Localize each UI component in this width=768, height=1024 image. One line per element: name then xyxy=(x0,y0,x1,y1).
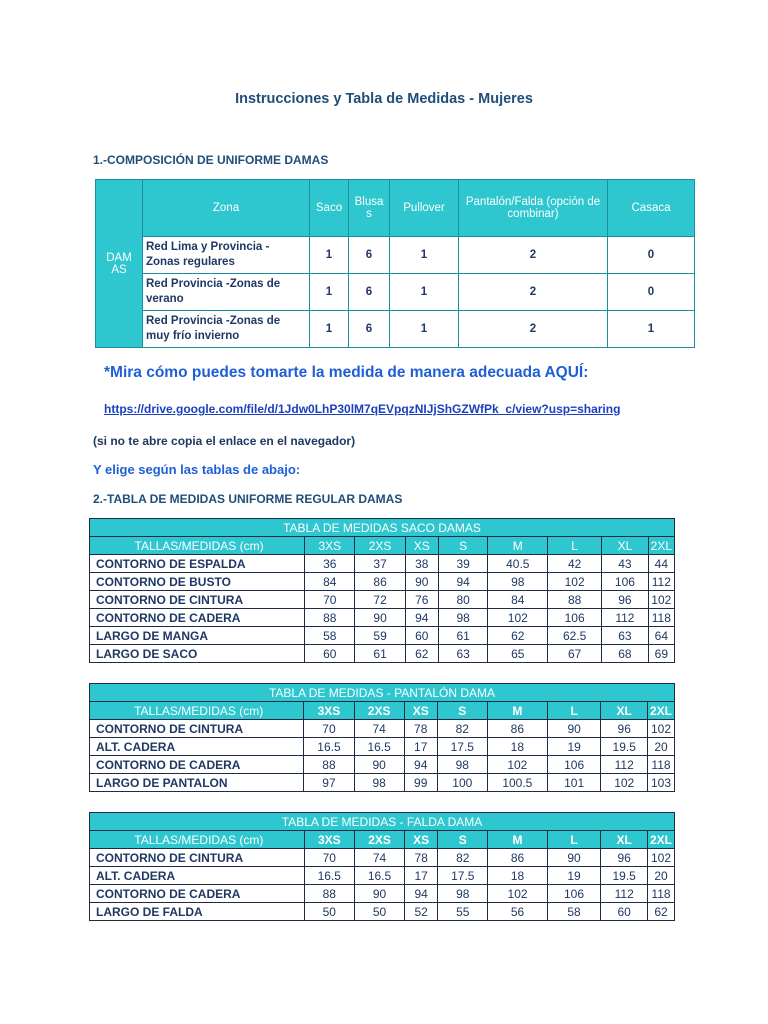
value-cell: 37 xyxy=(355,555,405,573)
value-cell: 86 xyxy=(488,849,547,867)
value-cell: 19 xyxy=(547,867,601,885)
composition-header-row xyxy=(96,180,695,237)
composition-row xyxy=(96,274,695,311)
row-label: CONTORNO DE CINTURA xyxy=(90,720,304,738)
value-cell: 90 xyxy=(354,885,404,903)
column-header: 2XL xyxy=(648,537,674,555)
value-cell: 90 xyxy=(547,720,601,738)
header-blusas: Blusa s xyxy=(349,180,390,237)
page-title: Instrucciones y Tabla de Medidas - Mujeres xyxy=(235,91,533,107)
table-row xyxy=(90,627,675,645)
column-header: TALLAS/MEDIDAS (cm) xyxy=(90,537,305,555)
row-label: CONTORNO DE CINTURA xyxy=(90,849,305,867)
measure-instructions-text: *Mira cómo puedes tomarte la medida de manera adecuada AQUÍ: xyxy=(104,364,589,381)
table-caption: TABLA DE MEDIDAS SACO DAMAS xyxy=(90,519,675,537)
value-cell: 1 xyxy=(390,237,459,274)
value-cell: 62 xyxy=(647,903,674,921)
column-header: L xyxy=(548,537,602,555)
value-cell: 62 xyxy=(405,645,438,663)
value-cell: 17.5 xyxy=(438,867,488,885)
column-header: M xyxy=(488,831,547,849)
value-cell: 61 xyxy=(438,627,488,645)
value-cell: 63 xyxy=(438,645,488,663)
header-pullover: Pullover xyxy=(390,180,459,237)
value-cell: 90 xyxy=(405,573,438,591)
column-header: L xyxy=(547,831,601,849)
value-cell: 6 xyxy=(349,237,390,274)
column-header: 3XS xyxy=(305,537,355,555)
column-header: TALLAS/MEDIDAS (cm) xyxy=(90,831,305,849)
drive-link[interactable]: https://drive.google.com/file/d/1Jdw0LhP30lM7qEVpqzNIJjShGZWfPk_c/view?usp=sharing xyxy=(104,402,621,416)
value-cell: 17.5 xyxy=(437,738,487,756)
value-cell: 50 xyxy=(354,903,404,921)
choose-tables-text: Y elige según las tablas de abajo: xyxy=(93,462,301,477)
table-row xyxy=(90,591,675,609)
measure-table-falda xyxy=(89,812,675,921)
value-cell: 86 xyxy=(487,720,547,738)
value-cell: 102 xyxy=(647,849,674,867)
value-cell: 16.5 xyxy=(304,738,354,756)
value-cell: 19 xyxy=(547,738,601,756)
value-cell: 78 xyxy=(405,849,438,867)
value-cell: 90 xyxy=(354,756,404,774)
value-cell: 43 xyxy=(602,555,648,573)
value-cell: 98 xyxy=(437,756,487,774)
group-label-cell: DAM AS xyxy=(96,180,143,348)
value-cell: 94 xyxy=(404,756,437,774)
column-header: S xyxy=(437,702,487,720)
value-cell: 18 xyxy=(487,738,547,756)
table-caption: TABLA DE MEDIDAS - PANTALÓN DAMA xyxy=(90,684,675,702)
value-cell: 118 xyxy=(647,756,674,774)
value-cell: 102 xyxy=(648,591,674,609)
row-label: CONTORNO DE ESPALDA xyxy=(90,555,305,573)
composition-row xyxy=(96,311,695,348)
table-caption: TABLA DE MEDIDAS - FALDA DAMA xyxy=(90,813,675,831)
value-cell: 52 xyxy=(405,903,438,921)
value-cell: 65 xyxy=(488,645,548,663)
value-cell: 60 xyxy=(601,903,648,921)
column-header: XS xyxy=(404,702,437,720)
composition-table xyxy=(95,179,695,348)
value-cell: 1 xyxy=(390,274,459,311)
table-row xyxy=(90,738,675,756)
value-cell: 62.5 xyxy=(548,627,602,645)
value-cell: 100 xyxy=(437,774,487,792)
table-caption-row xyxy=(90,684,675,702)
value-cell: 112 xyxy=(601,885,648,903)
value-cell: 103 xyxy=(647,774,674,792)
value-cell: 94 xyxy=(405,609,438,627)
value-cell: 88 xyxy=(304,885,354,903)
column-header: XS xyxy=(405,537,438,555)
value-cell: 2 xyxy=(459,237,608,274)
value-cell: 1 xyxy=(310,311,349,348)
value-cell: 36 xyxy=(305,555,355,573)
value-cell: 20 xyxy=(647,738,674,756)
table-row xyxy=(90,720,675,738)
column-header: 2XL xyxy=(647,831,674,849)
value-cell: 94 xyxy=(438,573,488,591)
value-cell: 58 xyxy=(305,627,355,645)
value-cell: 39 xyxy=(438,555,488,573)
table-row xyxy=(90,756,675,774)
value-cell: 68 xyxy=(602,645,648,663)
value-cell: 102 xyxy=(487,756,547,774)
row-label: LARGO DE FALDA xyxy=(90,903,305,921)
value-cell: 55 xyxy=(438,903,488,921)
value-cell: 118 xyxy=(647,885,674,903)
column-header: 2XS xyxy=(354,831,404,849)
column-header: TALLAS/MEDIDAS (cm) xyxy=(90,702,304,720)
table-header-row xyxy=(90,702,675,720)
value-cell: 60 xyxy=(305,645,355,663)
table-row xyxy=(90,885,675,903)
table-header-row xyxy=(90,831,675,849)
column-header: XL xyxy=(601,831,648,849)
value-cell: 6 xyxy=(349,311,390,348)
column-header: 2XS xyxy=(355,537,405,555)
value-cell: 96 xyxy=(601,720,648,738)
table-row xyxy=(90,573,675,591)
value-cell: 99 xyxy=(404,774,437,792)
table-caption-row xyxy=(90,519,675,537)
value-cell: 80 xyxy=(438,591,488,609)
column-header: XL xyxy=(602,537,648,555)
value-cell: 1 xyxy=(310,237,349,274)
value-cell: 64 xyxy=(648,627,674,645)
zone-cell: Red Provincia -Zonas de verano xyxy=(143,274,310,311)
value-cell: 56 xyxy=(488,903,547,921)
value-cell: 69 xyxy=(648,645,674,663)
table-row xyxy=(90,609,675,627)
header-casaca: Casaca xyxy=(608,180,695,237)
value-cell: 16.5 xyxy=(304,867,354,885)
value-cell: 62 xyxy=(488,627,548,645)
value-cell: 42 xyxy=(548,555,602,573)
value-cell: 106 xyxy=(602,573,648,591)
copy-link-note: (si no te abre copia el enlace en el navegador) xyxy=(93,434,356,448)
table-row xyxy=(90,903,675,921)
row-label: LARGO DE PANTALON xyxy=(90,774,304,792)
value-cell: 106 xyxy=(547,756,601,774)
value-cell: 70 xyxy=(304,720,354,738)
column-header: 3XS xyxy=(304,831,354,849)
value-cell: 84 xyxy=(305,573,355,591)
row-label: ALT. CADERA xyxy=(90,738,304,756)
value-cell: 20 xyxy=(647,867,674,885)
value-cell: 74 xyxy=(354,720,404,738)
table-caption-row xyxy=(90,813,675,831)
value-cell: 61 xyxy=(355,645,405,663)
zone-cell: Red Lima y Provincia - Zonas regulares xyxy=(143,237,310,274)
value-cell: 96 xyxy=(601,849,648,867)
value-cell: 86 xyxy=(355,573,405,591)
value-cell: 118 xyxy=(648,609,674,627)
value-cell: 72 xyxy=(355,591,405,609)
value-cell: 74 xyxy=(354,849,404,867)
value-cell: 58 xyxy=(547,903,601,921)
value-cell: 17 xyxy=(405,867,438,885)
value-cell: 88 xyxy=(305,609,355,627)
column-header: 3XS xyxy=(304,702,354,720)
value-cell: 100.5 xyxy=(487,774,547,792)
value-cell: 63 xyxy=(602,627,648,645)
table-row xyxy=(90,849,675,867)
column-header: S xyxy=(438,537,488,555)
value-cell: 88 xyxy=(304,756,354,774)
value-cell: 2 xyxy=(459,274,608,311)
measure-table-pantalon xyxy=(89,683,675,792)
value-cell: 82 xyxy=(437,720,487,738)
table-row xyxy=(90,555,675,573)
value-cell: 102 xyxy=(548,573,602,591)
value-cell: 16.5 xyxy=(354,738,404,756)
value-cell: 98 xyxy=(488,573,548,591)
value-cell: 94 xyxy=(405,885,438,903)
zone-cell: Red Provincia -Zonas de muy frío invierno xyxy=(143,311,310,348)
section-heading-composition: 1.-COMPOSICIÓN DE UNIFORME DAMAS xyxy=(93,153,329,167)
value-cell: 102 xyxy=(488,609,548,627)
column-header: L xyxy=(547,702,601,720)
value-cell: 38 xyxy=(405,555,438,573)
value-cell: 96 xyxy=(602,591,648,609)
value-cell: 88 xyxy=(548,591,602,609)
row-label: LARGO DE MANGA xyxy=(90,627,305,645)
value-cell: 6 xyxy=(349,274,390,311)
value-cell: 1 xyxy=(390,311,459,348)
value-cell: 84 xyxy=(488,591,548,609)
value-cell: 44 xyxy=(648,555,674,573)
section-heading-measures: 2.-TABLA DE MEDIDAS UNIFORME REGULAR DAMAS xyxy=(93,492,403,506)
column-header: S xyxy=(438,831,488,849)
row-label: CONTORNO DE CADERA xyxy=(90,885,305,903)
value-cell: 19.5 xyxy=(601,867,648,885)
column-header: XL xyxy=(601,702,648,720)
value-cell: 59 xyxy=(355,627,405,645)
value-cell: 16.5 xyxy=(354,867,404,885)
value-cell: 102 xyxy=(601,774,648,792)
value-cell: 2 xyxy=(459,311,608,348)
value-cell: 19.5 xyxy=(601,738,648,756)
value-cell: 97 xyxy=(304,774,354,792)
row-label: LARGO DE SACO xyxy=(90,645,305,663)
value-cell: 82 xyxy=(438,849,488,867)
header-pantalon-falda: Pantalón/Falda (opción de combinar) xyxy=(459,180,608,237)
value-cell: 67 xyxy=(548,645,602,663)
value-cell: 90 xyxy=(547,849,601,867)
value-cell: 78 xyxy=(404,720,437,738)
value-cell: 98 xyxy=(438,885,488,903)
value-cell: 102 xyxy=(488,885,547,903)
value-cell: 98 xyxy=(438,609,488,627)
value-cell: 90 xyxy=(355,609,405,627)
value-cell: 0 xyxy=(608,274,695,311)
value-cell: 102 xyxy=(647,720,674,738)
value-cell: 1 xyxy=(310,274,349,311)
value-cell: 1 xyxy=(608,311,695,348)
value-cell: 18 xyxy=(488,867,547,885)
column-header: 2XS xyxy=(354,702,404,720)
value-cell: 101 xyxy=(547,774,601,792)
column-header: M xyxy=(488,537,548,555)
value-cell: 60 xyxy=(405,627,438,645)
row-label: CONTORNO DE CADERA xyxy=(90,756,304,774)
header-saco: Saco xyxy=(310,180,349,237)
table-row xyxy=(90,774,675,792)
value-cell: 106 xyxy=(547,885,601,903)
value-cell: 40.5 xyxy=(488,555,548,573)
value-cell: 70 xyxy=(305,591,355,609)
row-label: CONTORNO DE CINTURA xyxy=(90,591,305,609)
row-label: CONTORNO DE BUSTO xyxy=(90,573,305,591)
value-cell: 112 xyxy=(602,609,648,627)
composition-row xyxy=(96,237,695,274)
table-header-row xyxy=(90,537,675,555)
column-header: 2XL xyxy=(647,702,674,720)
table-row xyxy=(90,867,675,885)
column-header: XS xyxy=(405,831,438,849)
value-cell: 0 xyxy=(608,237,695,274)
value-cell: 50 xyxy=(304,903,354,921)
value-cell: 70 xyxy=(304,849,354,867)
value-cell: 106 xyxy=(548,609,602,627)
measure-table-saco xyxy=(89,518,675,663)
table-row xyxy=(90,645,675,663)
value-cell: 98 xyxy=(354,774,404,792)
value-cell: 112 xyxy=(648,573,674,591)
value-cell: 112 xyxy=(601,756,648,774)
value-cell: 17 xyxy=(404,738,437,756)
row-label: CONTORNO DE CADERA xyxy=(90,609,305,627)
row-label: ALT. CADERA xyxy=(90,867,305,885)
value-cell: 76 xyxy=(405,591,438,609)
header-zona: Zona xyxy=(143,180,310,237)
column-header: M xyxy=(487,702,547,720)
